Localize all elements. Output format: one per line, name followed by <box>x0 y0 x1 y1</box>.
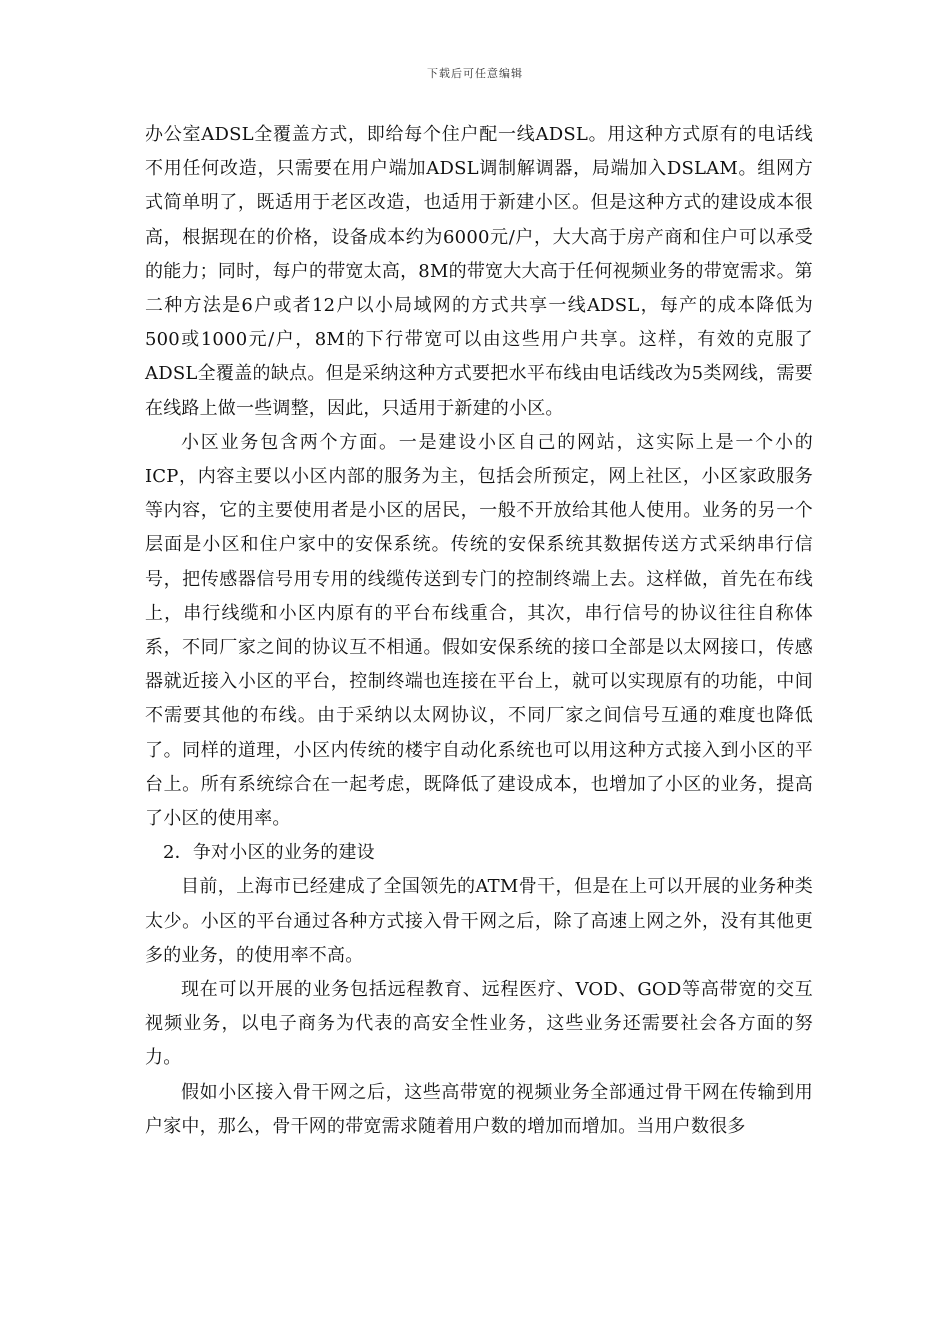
paragraph-available-services: 现在可以开展的业务包括远程教育、远程医疗、VOD、GOD等高带宽的交互视频业务，以电子商务为代表的高安全性业务，这些业务还需要社会各方面的努力。 <box>145 979 813 1069</box>
paragraph-adsl-coverage: 办公室ADSL全覆盖方式，即给每个住户配一线ADSL。用这种方式原有的电话线不用任何改造，只需要在用户端加ADSL调制解调器，局端加入DSLAM。组网方式简单明了，既适用于老区改造，也适用于新建小区。但是这种方式的建设成本很高，根据现在的价格，设备成本约为6000元/户，大大高于房产商和住户可以承受的能力；同时，每户的带宽太高，8M的带宽大大高于任何视频业务的带宽需求。第二种方法是6户或者12户以小局域网的方式共享一线ADSL，每产的成本降低为500或1000元/户，8M的下行带宽可以由这些用户共享。这样，有效的克服了ADSL全覆盖的缺点。但是采纳这种方式要把水平布线由电话线改为5类网线，需要在线路上做一些调整，因此，只适用于新建的小区。 <box>145 124 813 419</box>
page-header: 下载后可任意编辑 <box>427 67 523 80</box>
body-text <box>145 118 813 1144</box>
section-heading: 2．争对小区的业务的建设 <box>163 842 375 864</box>
paragraph-bandwidth-demand: 假如小区接入骨干网之后，这些高带宽的视频业务全部通过骨干网在传输到用户家中，那么，骨干网的带宽需求随着用户数的增加而增加。当用户数很多 <box>145 1081 813 1137</box>
paragraph-atm-backbone: 目前，上海市已经建成了全国领先的ATM骨干，但是在上可以开展的业务种类太少。小区的平台通过各种方式接入骨干网之后，除了高速上网之外，没有其他更多的业务，的使用率不高。 <box>145 876 813 966</box>
paragraph-community-services: 小区业务包含两个方面。一是建设小区自己的网站，这实际上是一个小的ICP，内容主要以小区内部的服务为主，包括会所预定，网上社区，小区家政服务等内容，它的主要使用者是小区的居民，一般不开放给其他人使用。业务的另一个层面是小区和住户家中的安保系统。传统的安保系统其数据传送方式采纳串行信号，把传感器信号用专用的线缆传送到专门的控制终端上去。这样做，首先在布线上，串行线缆和小区内原有的平台布线重合，其次，串行信号的协议往往自称体系，不同厂家之间的协议互不相通。假如安保系统的接口全部是以太网接口，传感器就近接入小区的平台，控制终端也连接在平台上，就可以实现原有的功能，中间不需要其他的布线。由于采纳以太网协议，不同厂家之间信号互通的难度也降低了。同样的道理，小区内传统的楼宇自动化系统也可以用这种方式接入到小区的平台上。所有系统综合在一起考虑，既降低了建设成本，也增加了小区的业务，提高了小区的使用率。 <box>145 431 813 830</box>
